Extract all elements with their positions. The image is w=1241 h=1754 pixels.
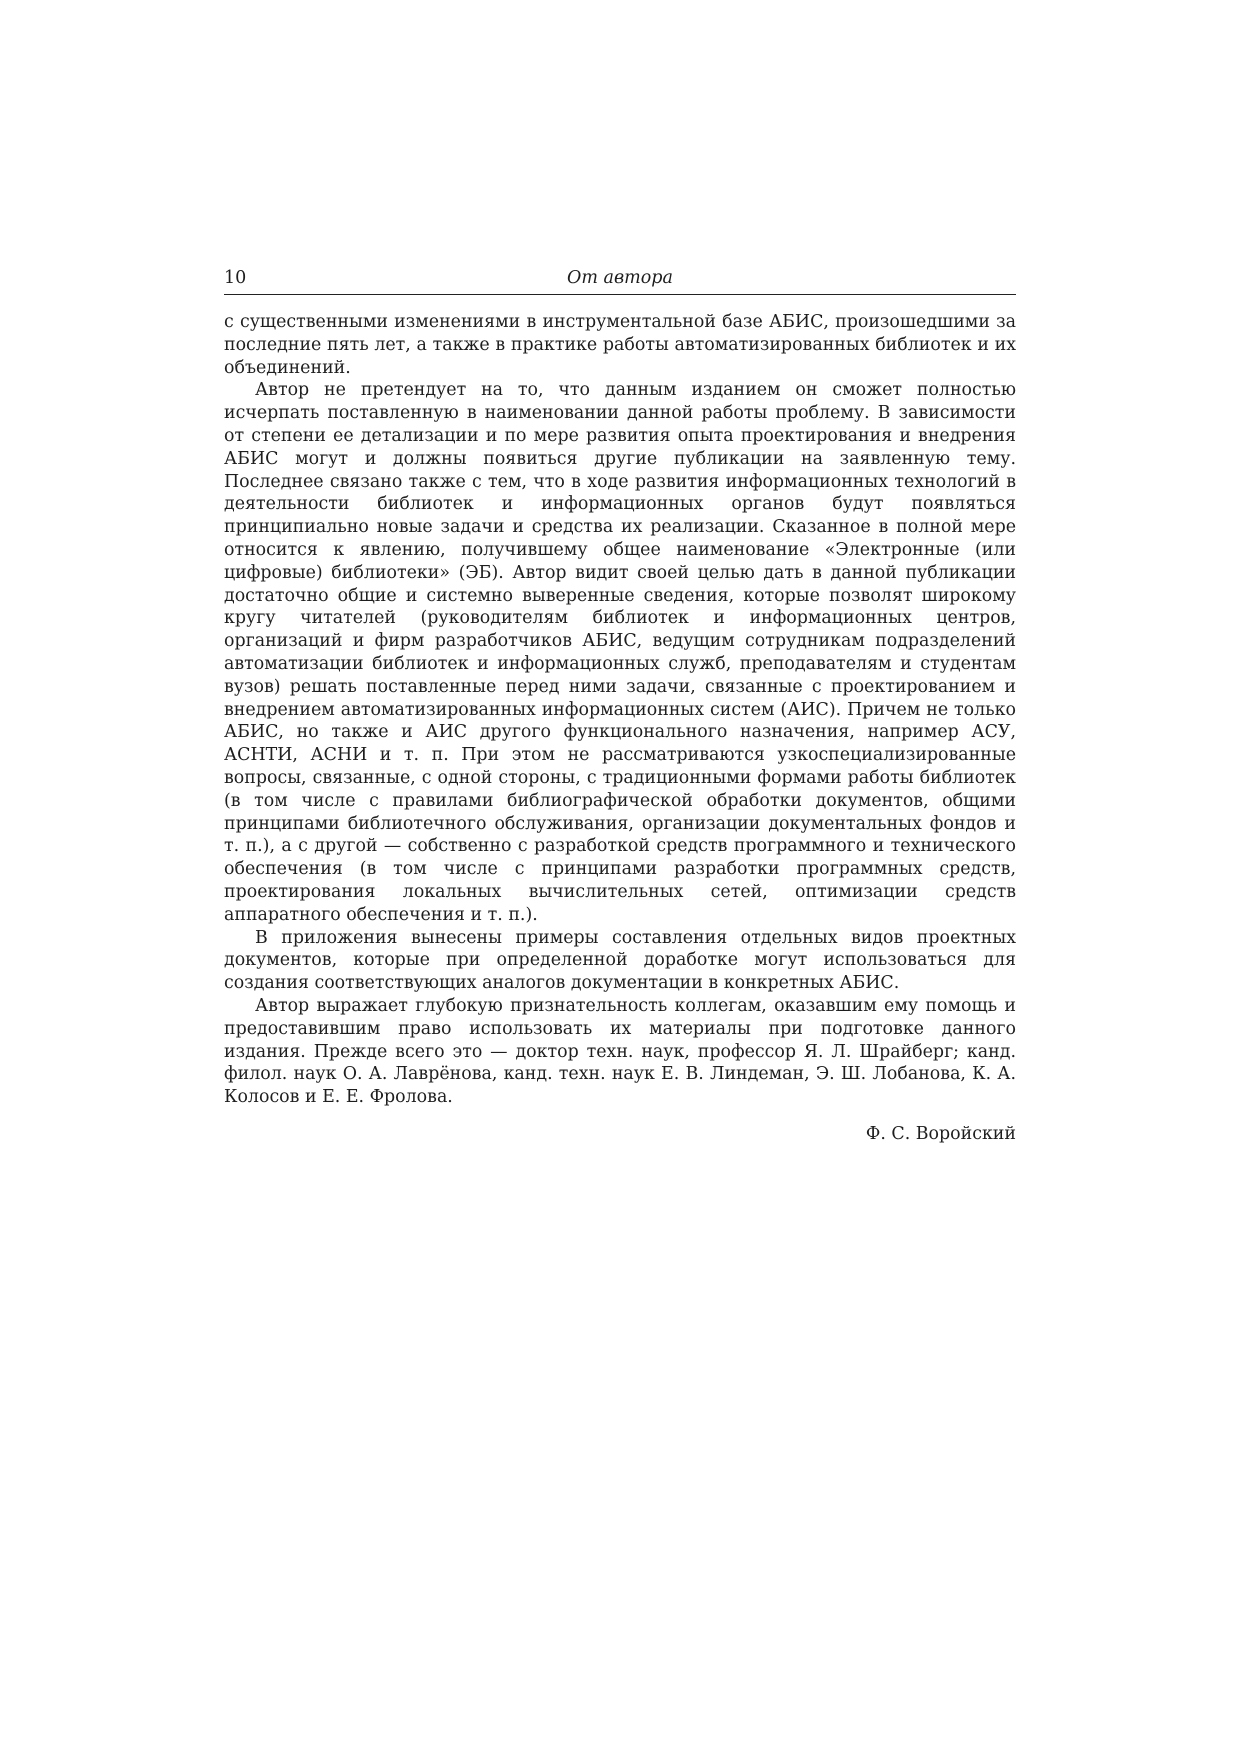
paragraph-acknowledgements: Автор выражает глубокую признательность коллегам, оказавшим ему помощь и предоставившим право использовать их материалы при подготовке данного издания. Прежде всего это — доктор техн. наук, профессор Я. Л. Шрайберг; канд. филол. наук О. А. Лаврёнова, канд. техн. наук Е. В. Линдеман, Э. Ш. Лобанова, К. А. Колосов и Е. Е. Фролова. [224, 995, 1016, 1108]
paragraph-continuation: с существенными изменениями в инструментальной базе АБИС, произошедшими за последние пять лет, а также в практике работы автоматизированных библиотек и их объединений. [224, 312, 1016, 378]
body-text [224, 311, 1016, 1109]
author-signature: Ф. С. Воройский [865, 1123, 1016, 1144]
running-title: От автора [567, 268, 673, 288]
book-page [224, 268, 1016, 1146]
paragraph-scope: Автор не претендует на то, что данным изданием он сможет полностью исчерпать поставленную в наименовании данной работы проблему. В зависимости от степени ее детализации и по мере развития опыта проектирования и внедрения АБИС могут и должны появиться другие публикации на заявленную тему. Последнее связано также с тем, что в ходе развития информационных технологий в деятельности библиотек и информационных органов будут появляться принципиально новые задачи и средства их реализации. Сказанное в полной мере относится к явлению, получившему общее наименование «Электронные (или цифровые) библиотеки» (ЭБ). Автор видит своей целью дать в данной публикации достаточно общие и системно выверенные сведения, которые позволят широкому кругу читателей (руководителям библиотек и информационных центров, организаций и фирм разработчиков АБИС, ведущим сотрудникам подразделений автоматизации библиотек и информационных служб, преподавателям и студентам вузов) решать поставленные перед ними задачи, связанные с проектированием и внедрением автоматизированных информационных систем (АИС). Причем не только АБИС, но также и АИС другого функционального назначения, например АСУ, АСНТИ, АСНИ и т. п. При этом не рассматриваются узкоспециализированные вопросы, связанные, с одной стороны, с традиционными формами работы библиотек (в том числе с правилами библиографической обработки документов, общими принципами библиотечного обслуживания, организации документальных фондов и т. п.), а с другой — собственно с разработкой средств программного и технического обеспечения (в том числе с принципами разработки программных средств, проектирования локальных вычислительных сетей, оптимизации средств аппаратного обеспечения и т. п.). [224, 380, 1016, 925]
paragraph-appendices: В приложения вынесены примеры составления отдельных видов проектных документов, которые при определенной доработке могут использоваться для создания соответствующих аналогов документации в конкретных АБИС. [224, 927, 1016, 994]
page-number: 10 [224, 268, 247, 288]
running-head [224, 268, 1016, 295]
